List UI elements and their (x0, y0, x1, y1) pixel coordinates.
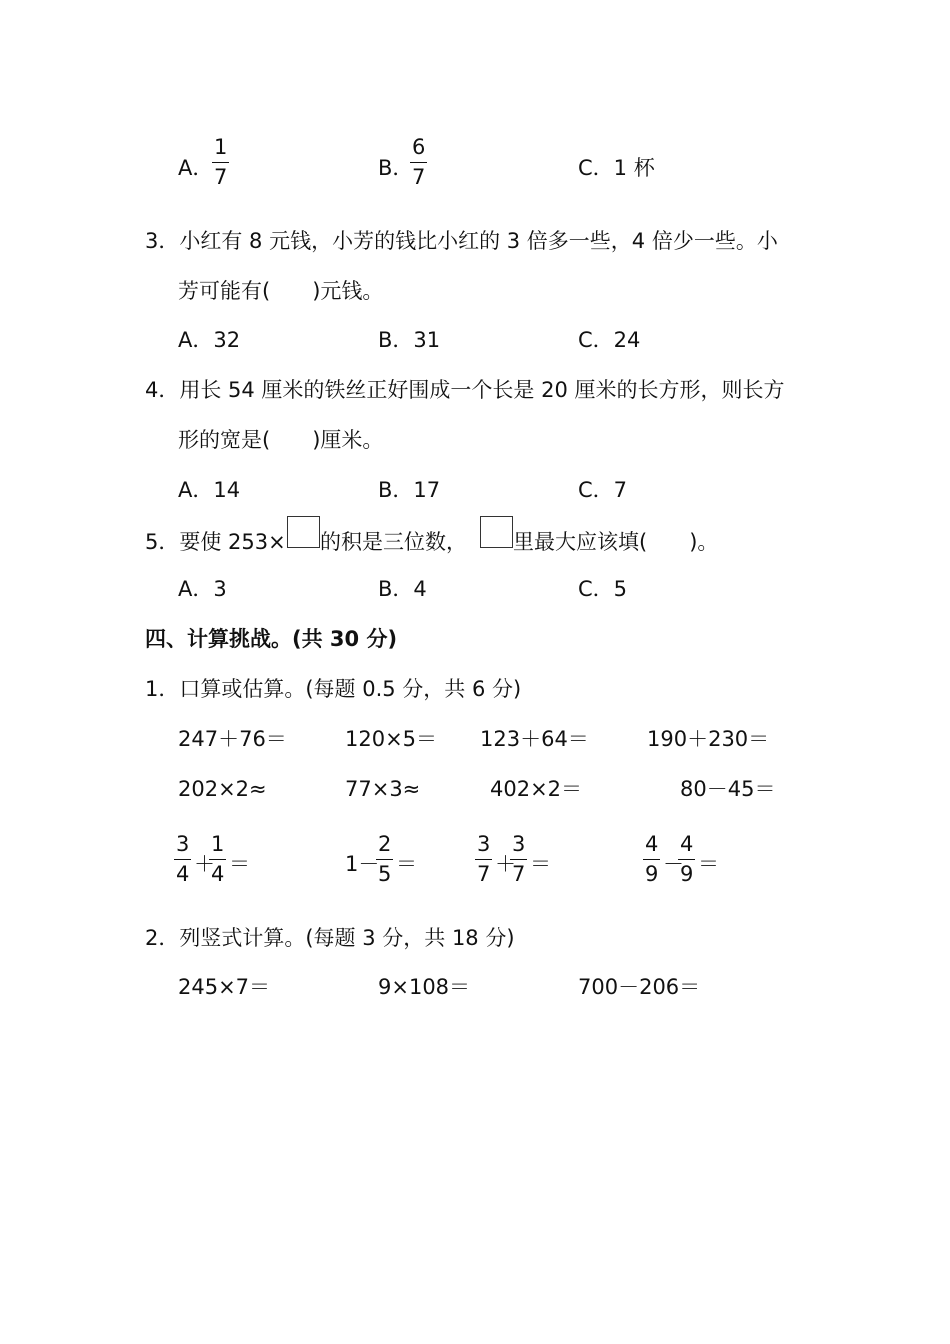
q3-option-b: B．31 (378, 328, 441, 352)
calc-item: 190＋230＝ (647, 727, 770, 751)
fraction-denominator: 9 (680, 862, 694, 886)
fraction-numerator: 6 (412, 135, 426, 159)
calc-item: 247＋76＝ (178, 727, 287, 751)
calc-item: 80－45＝ (680, 777, 776, 801)
equals-sign: ＝ (530, 852, 551, 876)
q4-option-c: C．7 (578, 478, 628, 502)
calc-item: 120×5＝ (345, 727, 438, 751)
q2-option-a-label: A． (178, 156, 214, 180)
q4-option-b: B．17 (378, 478, 441, 502)
calc2-title: 2．列竖式计算。(每题 3 分，共 18 分) (145, 926, 515, 950)
q3-option-a: A．32 (178, 328, 241, 352)
q4-option-a: A．14 (178, 478, 241, 502)
minus-sign: － (663, 852, 684, 876)
equals-sign: ＝ (698, 852, 719, 876)
q3-stem-line2: 芳可能有( )元钱。 (178, 279, 384, 303)
calc-item: 202×2≈ (178, 777, 267, 801)
fraction-denominator: 4 (211, 862, 225, 886)
fraction (643, 834, 660, 885)
plus-sign: ＋ (495, 852, 516, 876)
equals-sign: ＝ (229, 852, 250, 876)
fraction-denominator: 4 (176, 862, 190, 886)
fraction-denominator: 7 (512, 862, 526, 886)
q5-stem-part1: 5．要使 253× (145, 530, 286, 554)
q3-option-c: C．24 (578, 328, 641, 352)
q5-option-c: C．5 (578, 577, 628, 601)
fraction (510, 834, 527, 885)
fraction-denominator: 9 (645, 862, 659, 886)
answer-box (480, 516, 513, 548)
fraction-numerator: 1 (211, 832, 225, 856)
fraction-numerator: 3 (477, 832, 491, 856)
calc-item: 700－206＝ (578, 975, 701, 999)
calc-item: 123＋64＝ (480, 727, 589, 751)
calc-prefix: 1－ (345, 852, 380, 876)
section-heading: 四、计算挑战。(共 30 分) (145, 627, 398, 651)
q5-stem-part2: 的积是三位数， (320, 530, 467, 554)
fraction-denominator: 7 (214, 165, 228, 189)
fraction-denominator: 7 (477, 862, 491, 886)
fraction-numerator: 1 (214, 135, 228, 159)
fraction (209, 834, 226, 885)
q2-option-a-fraction (212, 137, 229, 188)
calc-item: 77×3≈ (345, 777, 421, 801)
calc-item: 9×108＝ (378, 975, 471, 999)
fraction-numerator: 3 (512, 832, 526, 856)
fraction-numerator: 4 (645, 832, 659, 856)
q2-option-b-label: B． (378, 156, 414, 180)
q5-option-a: A．3 (178, 577, 227, 601)
answer-box (287, 516, 320, 548)
fraction-numerator: 3 (176, 832, 190, 856)
q2-option-c: C．1 杯 (578, 156, 655, 180)
q2-option-b-fraction (410, 137, 427, 188)
fraction (376, 834, 393, 885)
calc1-title: 1．口算或估算。(每题 0.5 分，共 6 分) (145, 677, 522, 701)
equals-sign: ＝ (396, 852, 417, 876)
q4-stem-line2: 形的宽是( )厘米。 (178, 428, 384, 452)
q5-stem-part3: 里最大应该填( )。 (513, 530, 719, 554)
q3-stem-line1: 3．小红有 8 元钱，小芳的钱比小红的 3 倍多一些，4 倍少一些。小 (145, 229, 778, 253)
fraction-numerator: 4 (680, 832, 694, 856)
plus-sign: ＋ (194, 852, 215, 876)
fraction-denominator: 5 (378, 862, 392, 886)
fraction-denominator: 7 (412, 165, 426, 189)
calc-item: 245×7＝ (178, 975, 271, 999)
q4-stem-line1: 4．用长 54 厘米的铁丝正好围成一个长是 20 厘米的长方形，则长方 (145, 378, 785, 402)
q5-option-b: B．4 (378, 577, 427, 601)
fraction (678, 834, 695, 885)
fraction-numerator: 2 (378, 832, 392, 856)
fraction (475, 834, 492, 885)
fraction (174, 834, 191, 885)
calc-item: 402×2＝ (490, 777, 583, 801)
